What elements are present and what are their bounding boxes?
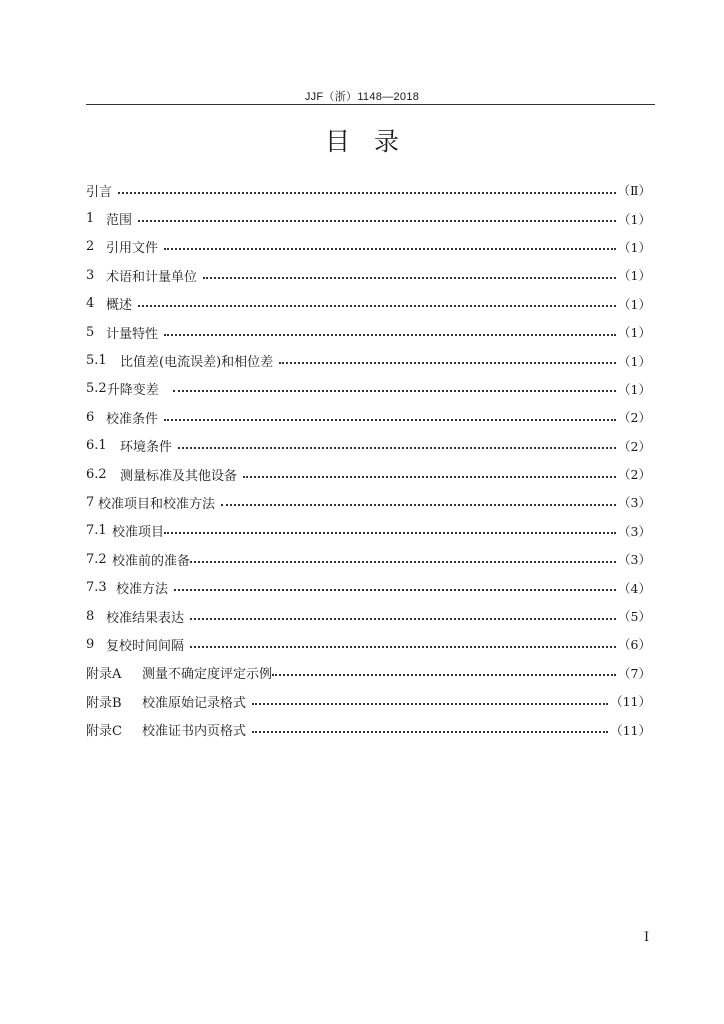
- toc-entry-number: 6: [86, 409, 95, 425]
- toc-entry-page: （1）: [618, 325, 651, 341]
- toc-entry-title: 范围: [106, 213, 133, 229]
- toc-entry-number: 附录B: [86, 695, 122, 711]
- toc-entry-intro[interactable]: [86, 176, 651, 204]
- toc-entry-number: 6.2: [86, 466, 107, 482]
- toc-dot-leader: [138, 304, 616, 307]
- standard-code: JJF（浙）1148—2018: [304, 91, 420, 103]
- toc-entry-page: （11）: [610, 722, 651, 738]
- toc-dot-leader: [164, 531, 616, 534]
- toc-dot-leader: [118, 191, 615, 194]
- toc-entry-page: （1）: [618, 353, 651, 369]
- toc-entry-number: 7.2: [86, 551, 107, 567]
- toc-entry-number: 4: [86, 296, 95, 312]
- toc-dot-leader: [221, 503, 616, 506]
- toc-entry-number: 8: [86, 608, 95, 624]
- toc-dot-leader: [252, 730, 608, 733]
- toc-entry-page: （7）: [618, 665, 651, 681]
- toc-entry-5-2[interactable]: [86, 375, 651, 403]
- toc-entry-page: （Ⅱ）: [617, 183, 651, 199]
- toc-entry-page: （11）: [610, 694, 651, 710]
- toc-entry-page: （1）: [618, 211, 651, 227]
- toc-entry-title: 计量特性: [106, 326, 159, 342]
- toc-entry-title: 校准结果表达: [106, 610, 185, 626]
- toc-entry-title: 引言: [86, 184, 113, 200]
- toc-entry-3[interactable]: [86, 261, 651, 289]
- toc-entry-page: （1）: [618, 239, 651, 255]
- toc-entry-number: 7.3: [86, 580, 107, 596]
- toc-entry-number: 7: [86, 494, 95, 510]
- toc-dot-leader: [164, 333, 616, 336]
- toc-entry-number: 9: [86, 636, 95, 652]
- toc-entry-title: 校准项目和校准方法: [98, 496, 216, 512]
- toc-entry-appendix-c[interactable]: [86, 715, 651, 743]
- toc-entry-7[interactable]: [86, 488, 651, 516]
- toc-dot-leader: [190, 560, 616, 563]
- toc-entry-title: 升降变差: [106, 383, 159, 399]
- toc-dot-leader: [174, 588, 616, 591]
- toc-entry-5-1[interactable]: [86, 346, 651, 374]
- toc-entry-1[interactable]: [86, 204, 651, 232]
- toc-entry-title: 复校时间间隔: [106, 638, 185, 654]
- toc-entry-title: 概述: [106, 298, 133, 314]
- toc-dot-leader: [203, 276, 616, 279]
- toc-entry-page: （5）: [618, 609, 651, 625]
- toc-entry-title: 校准项目: [112, 525, 165, 541]
- toc-entry-title: 环境条件: [120, 440, 173, 456]
- toc-dot-leader: [243, 475, 616, 478]
- toc-entry-7-2[interactable]: [86, 545, 651, 573]
- toc-entry-7-1[interactable]: [86, 517, 651, 545]
- toc-entry-page: （3）: [618, 552, 651, 568]
- toc-dot-leader: [164, 247, 616, 250]
- toc-entry-2[interactable]: [86, 233, 651, 261]
- header-divider: [86, 104, 655, 105]
- toc-entry-page: （1）: [618, 296, 651, 312]
- toc-entry-title: 术语和计量单位: [106, 269, 198, 285]
- toc-entry-9[interactable]: [86, 630, 651, 658]
- toc-entry-page: （2）: [618, 438, 651, 454]
- toc-dot-leader: [178, 446, 616, 449]
- toc-entry-title: 引用文件: [106, 241, 159, 257]
- toc-entry-appendix-a[interactable]: [86, 659, 651, 687]
- toc-entry-page: （3）: [618, 523, 651, 539]
- toc-entry-title: 校准条件: [106, 411, 159, 427]
- toc-dot-leader: [164, 418, 616, 421]
- table-of-contents: [86, 176, 651, 744]
- toc-entry-page: （1）: [618, 268, 651, 284]
- toc-entry-number: 3: [86, 267, 95, 283]
- toc-dot-leader: [190, 645, 616, 648]
- page-title: 目录: [324, 127, 423, 156]
- toc-entry-page: （3）: [618, 495, 651, 511]
- toc-dot-leader: [272, 673, 616, 676]
- toc-entry-page: （2）: [618, 410, 651, 426]
- toc-entry-title: 比值差(电流误差)和相位差: [120, 355, 274, 371]
- toc-entry-6-1[interactable]: [86, 432, 651, 460]
- toc-entry-number: 1: [86, 211, 95, 227]
- toc-entry-page: （4）: [618, 580, 651, 596]
- toc-entry-6-2[interactable]: [86, 460, 651, 488]
- toc-entry-title: 校准证书内页格式: [142, 724, 247, 740]
- toc-entry-title: 校准方法: [116, 582, 169, 598]
- toc-entry-appendix-b[interactable]: [86, 687, 651, 715]
- toc-entry-page: （1）: [618, 381, 651, 397]
- toc-entry-number: 附录A: [86, 667, 122, 683]
- toc-entry-title: 测量标准及其他设备: [120, 468, 238, 484]
- toc-entry-8[interactable]: [86, 602, 651, 630]
- toc-entry-page: （2）: [618, 467, 651, 483]
- toc-entry-page: （6）: [618, 637, 651, 653]
- toc-dot-leader: [279, 361, 616, 364]
- toc-entry-number: 附录C: [86, 724, 122, 740]
- toc-dot-leader: [173, 389, 616, 392]
- toc-entry-number: 5.2: [86, 381, 107, 397]
- toc-entry-number: 5: [86, 324, 95, 340]
- toc-entry-number: 6.1: [86, 438, 107, 454]
- toc-entry-title: 校准前的准备: [112, 553, 191, 569]
- toc-entry-title: 校准原始记录格式: [142, 695, 247, 711]
- toc-dot-leader: [252, 702, 608, 705]
- toc-entry-7-3[interactable]: [86, 573, 651, 601]
- toc-entry-4[interactable]: [86, 290, 651, 318]
- toc-entry-number: 7.1: [86, 523, 107, 539]
- toc-entry-title: 测量不确定度评定示例: [142, 667, 273, 683]
- toc-entry-number: 2: [86, 239, 95, 255]
- toc-entry-6[interactable]: [86, 403, 651, 431]
- toc-dot-leader: [138, 219, 616, 222]
- toc-entry-5[interactable]: [86, 318, 651, 346]
- toc-dot-leader: [190, 617, 616, 620]
- page-number: I: [644, 930, 650, 945]
- toc-entry-number: 5.1: [86, 353, 107, 369]
